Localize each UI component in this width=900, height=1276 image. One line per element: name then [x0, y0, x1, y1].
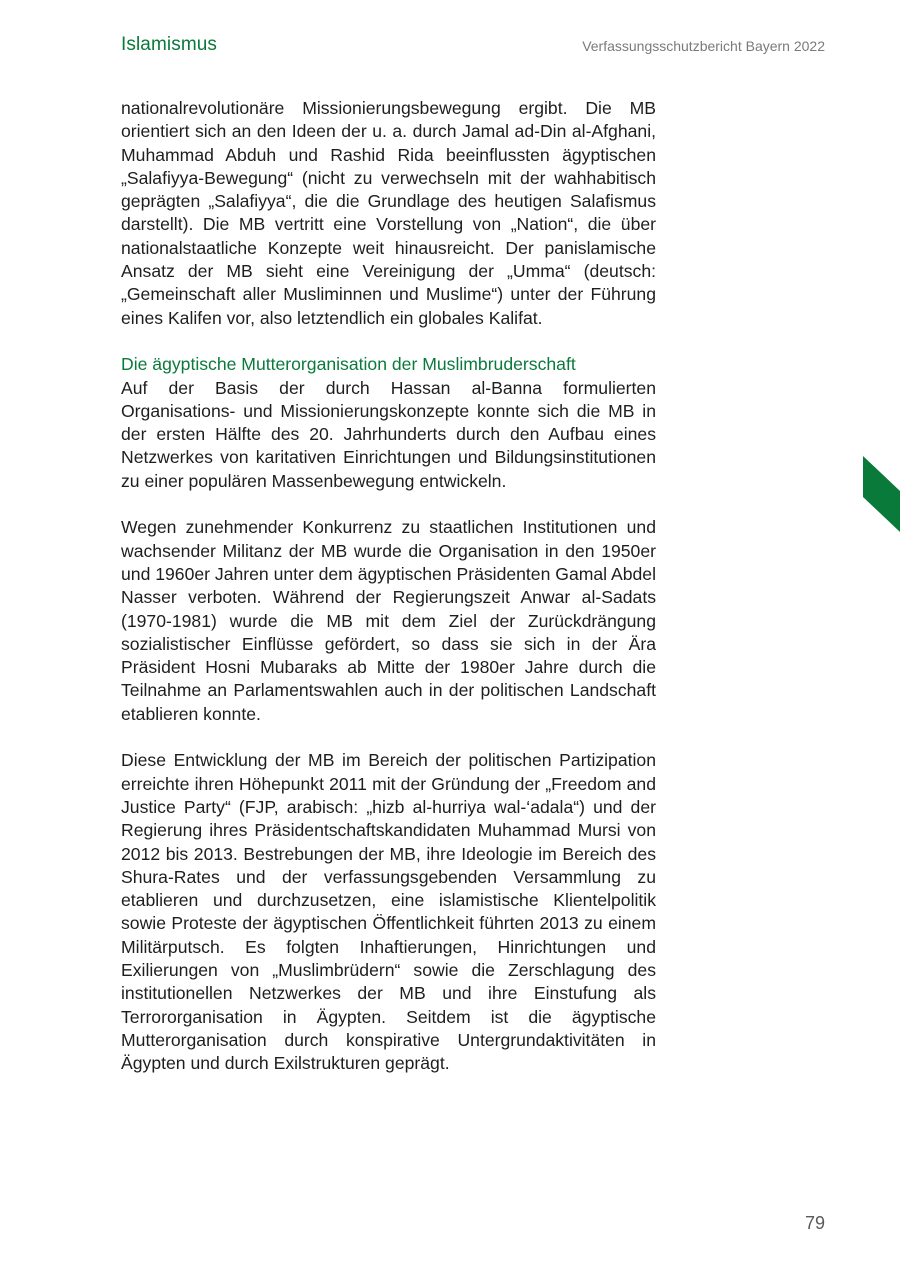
- paragraph-1: nationalrevolutionäre Missionierungsbewegung ergibt. Die MB orientiert sich an den Ideen der u. a. durch Jamal ad-Din al-Afghani, Muhammad Abduh und Rashid Rida beeinflussten ägyptischen „Salafiyya-Bewegung“ (nicht zu verwechseln mit der wahhabitisch geprägten „Salafiyya“, die die Grundlage des heutigen Salafismus darstellt). Die MB vertritt eine Vorstellung von „Nation“, die über nationalstaatliche Konzepte weit hinausreicht. Der panislamische Ansatz der MB sieht eine Vereinigung der „Umma“ (deutsch: „Gemeinschaft aller Musliminnen und Muslime“) unter der Führung eines Kalifen vor, also letztendlich ein globales Kalifat.: [121, 98, 656, 328]
- report-title: Verfassungsschutzbericht Bayern 2022: [582, 38, 825, 54]
- paragraph-gap: [121, 726, 656, 749]
- paragraph-gap: [121, 493, 656, 516]
- page-number: 79: [804, 1213, 825, 1233]
- subheading: Die ägyptische Mutterorganisation der Muslimbruderschaft: [121, 354, 576, 375]
- paragraph-gap: [121, 330, 656, 353]
- paragraph-2: Auf der Basis der durch Hassan al-Banna formulierten Organisations- und Missionierungskonzepte konnte sich die MB in der ersten Hälfte des 20. Jahrhunderts durch den Aufbau eines Netzwerkes von karitativen Einrichtungen und Bildungsinstitutionen zu einer populären Massenbewegung entwickeln.: [121, 377, 656, 491]
- section-title: Islamismus: [121, 34, 218, 55]
- paragraph-4: Diese Entwicklung der MB im Bereich der politischen Partizipation erreichte ihren Höhepunkt 2011 mit der Gründung der „Freedom and Justice Party“ (FJP, arabisch: „hizb al-hurriya wal-‘adala“) und der Regierung ihres Präsidentschaftskandidaten Muhammad Mursi von 2012 bis 2013. Bestrebungen der MB, ihre Ideologie im Bereich des Shura-Rates und der verfassungsgebenden Versammlung zu etablieren und durchzusetzen, eine islamistische Klientelpolitik sowie Proteste der ägyptischen Öffentlichkeit führten 2013 zu einem Militärputsch. Es folgten Inhaftierungen, Hinrichtungen und Exilierungen von „Muslimbrüdern“ sowie die Zerschlagung des institutionellen Netzwerkes der MB und ihre Einstufung als Terrororganisation in Ägypten. Seitdem ist die ägyptische Mutterorganisation durch konspirative Untergrundaktivitäten in Ägypten und durch Exilstrukturen geprägt.: [121, 750, 656, 1074]
- main-content: [121, 97, 656, 1075]
- paragraph-3: Wegen zunehmender Konkurrenz zu staatlichen Institutionen und wachsender Militanz der MB wurde die Organisation in den 1950er und 1960er Jahren unter dem ägyptischen Präsidenten Gamal Abdel Nasser verboten. Während der Regierungszeit Anwar al-Sadats (1970-1981) wurde die MB mit dem Ziel der Zurückdrängung sozialistischer Einflüsse gefördert, so dass sie sich in der Ära Präsident Hosni Mubaraks ab Mitte der 1980er Jahre durch die Teilnahme an Parlamentswahlen auch in der politischen Landschaft etablieren konnte.: [121, 517, 657, 724]
- chapter-tab-marker: [863, 456, 900, 532]
